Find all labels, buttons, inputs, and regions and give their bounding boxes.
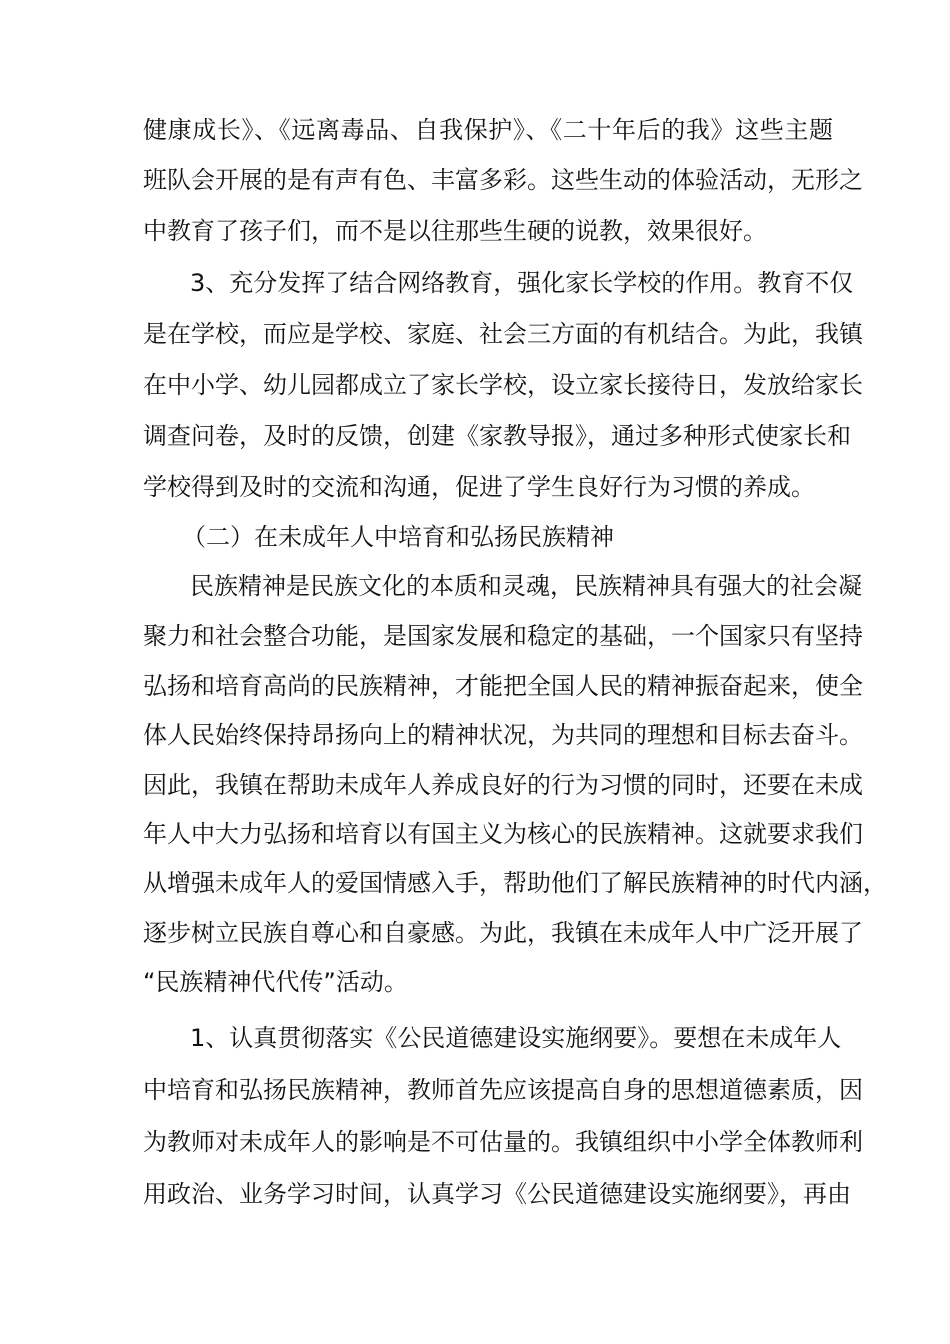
text-line: “民族精神代代传”活动。 [143,968,408,996]
text-line: 中教育了孩子们，而不是以往那些生硬的说教，效果很好。 [143,217,767,245]
text-line: 是在学校，而应是学校、家庭、社会三方面的有机结合。为此，我镇 [143,320,863,348]
text-line: 在中小学、幼儿园都成立了家长学校，设立家长接待日，发放给家长 [143,371,863,399]
text-line: 中培育和弘扬民族精神，教师首先应该提高自身的思想道德素质，因 [143,1076,863,1104]
text-line: 聚力和社会整合功能，是国家发展和稳定的基础，一个国家只有坚持 [143,622,863,650]
text-line: 健康成长》、《远离毒品、自我保护》、《二十年后的我》这些主题 [143,116,833,144]
text-line: 民族精神是民族文化的本质和灵魂，民族精神具有强大的社会凝 [190,572,862,600]
text-line: 1、认真贯彻落实《公民道德建设实施纲要》。要想在未成年人 [190,1024,842,1052]
text-line: 用政治、业务学习时间，认真学习《公民道德建设实施纲要》，再由 [143,1180,851,1208]
text-line: 3、充分发挥了结合网络教育，强化家长学校的作用。教育不仅 [190,269,854,297]
text-line: 班队会开展的是有声有色、丰富多彩。这些生动的体验活动，无形之 [143,166,863,194]
text-line: 体人民始终保持昂扬向上的精神状况，为共同的理想和目标去奋斗。 [143,721,863,749]
section-heading: （二）在未成年人中培育和弘扬民族精神 [182,523,614,551]
text-line: 逐步树立民族自尊心和自豪感。为此，我镇在未成年人中广泛开展了 [143,919,863,947]
text-line: 弘扬和培育高尚的民族精神，才能把全国人民的精神振奋起来，使全 [143,672,863,700]
text-line: 年人中大力弘扬和培育以有国主义为核心的民族精神。这就要求我们 [143,820,863,848]
text-line: 为教师对未成年人的影响是不可估量的。我镇组织中小学全体教师利 [143,1128,863,1156]
text-line: 从增强未成年人的爱国情感入手，帮助他们了解民族精神的时代内涵， [143,869,887,897]
text-line: 学校得到及时的交流和沟通，促进了学生良好行为习惯的养成。 [143,473,815,501]
text-line: 因此，我镇在帮助未成年人养成良好的行为习惯的同时，还要在未成 [143,771,863,799]
text-line: 调查问卷，及时的反馈，创建《家教导报》，通过多种形式使家长和 [143,422,851,450]
